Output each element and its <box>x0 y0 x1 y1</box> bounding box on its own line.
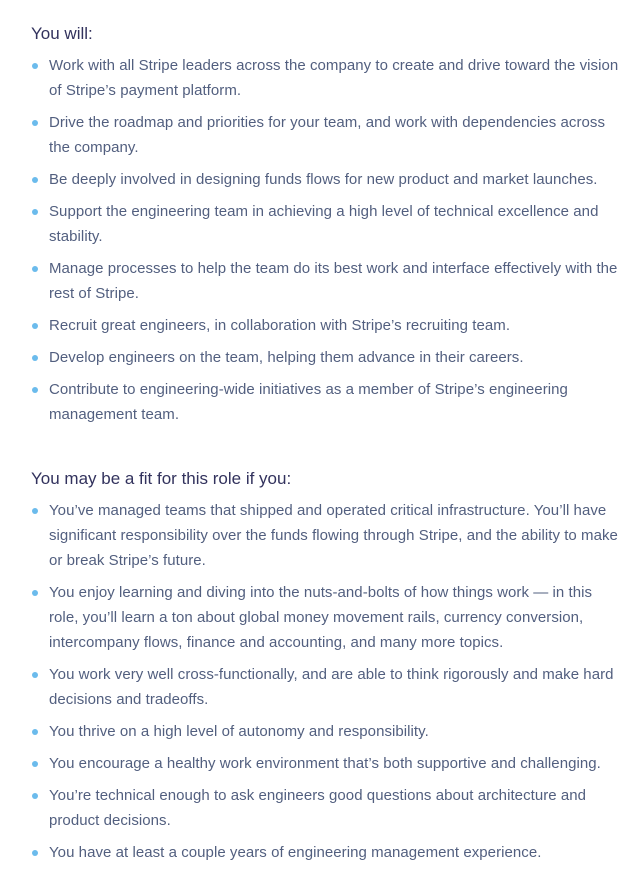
list-item <box>31 313 622 338</box>
list-item-text: You work very well cross-functionally, and are able to think rigorously and make hard decisions and tradeoffs. <box>49 666 614 708</box>
list-item-text: Contribute to engineering-wide initiatives as a member of Stripe’s engineering management team. <box>49 381 568 423</box>
bullet-icon <box>32 355 38 361</box>
list-item <box>31 110 622 160</box>
list-item-text: Recruit great engineers, in collaboration with Stripe’s recruiting team. <box>49 317 511 334</box>
responsibilities-list <box>31 53 622 427</box>
list-item-text: You encourage a healthy work environment that’s both supportive and challenging. <box>49 755 601 772</box>
bullet-icon <box>32 120 38 126</box>
section-heading: You will: <box>31 24 93 43</box>
bullet-icon <box>32 729 38 735</box>
list-item <box>31 719 622 744</box>
bullet-icon <box>32 209 38 215</box>
list-item <box>31 53 622 103</box>
bullet-icon <box>32 761 38 767</box>
list-item <box>31 662 622 712</box>
list-item <box>31 751 622 776</box>
bullet-icon <box>32 508 38 514</box>
list-item <box>31 840 622 865</box>
list-item <box>31 167 622 192</box>
list-item <box>31 783 622 833</box>
list-item-text: Be deeply involved in designing funds flows for new product and market launches. <box>49 171 598 188</box>
bullet-icon <box>32 266 38 272</box>
list-item-text: Manage processes to help the team do its best work and interface effectively with the rest of Stripe. <box>49 260 618 302</box>
list-item <box>31 580 622 655</box>
list-item-text: Support the engineering team in achieving a high level of technical excellence and stability. <box>49 203 599 245</box>
list-item-text: You thrive on a high level of autonomy and responsibility. <box>49 723 429 740</box>
list-item <box>31 377 622 427</box>
bullet-icon <box>32 793 38 799</box>
list-item-text: You’re technical enough to ask engineers good questions about architecture and product decisions. <box>49 787 587 829</box>
bullet-icon <box>32 850 38 856</box>
list-item-text: You’ve managed teams that shipped and operated critical infrastructure. You’ll have significant responsibility over the funds flowing through Stripe, and the ability to make or break Stripe’s future. <box>49 502 618 569</box>
list-item <box>31 498 622 573</box>
bullet-icon <box>32 323 38 329</box>
list-item-text: Work with all Stripe leaders across the company to create and drive toward the vision of Stripe’s payment platform. <box>49 57 619 99</box>
bullet-icon <box>32 590 38 596</box>
list-item-text: Develop engineers on the team, helping them advance in their careers. <box>49 349 524 366</box>
bullet-icon <box>32 672 38 678</box>
qualifications-list <box>31 498 622 865</box>
list-item <box>31 199 622 249</box>
bullet-icon <box>32 177 38 183</box>
list-item-text: You enjoy learning and diving into the nuts-and-bolts of how things work — in this role, you’ll learn a ton about global money movement rails, currency conversion, intercompany flows, finance and accounting, and many more topics. <box>49 584 593 651</box>
list-item-text: Drive the roadmap and priorities for your team, and work with dependencies across the company. <box>49 114 605 156</box>
list-item-text: You have at least a couple years of engineering management experience. <box>49 844 542 861</box>
responsibilities-section <box>31 0 622 427</box>
list-item <box>31 345 622 370</box>
section-heading: You may be a fit for this role if you: <box>31 469 292 488</box>
bullet-icon <box>32 387 38 393</box>
qualifications-section <box>31 434 622 865</box>
list-item <box>31 256 622 306</box>
bullet-icon <box>32 63 38 69</box>
